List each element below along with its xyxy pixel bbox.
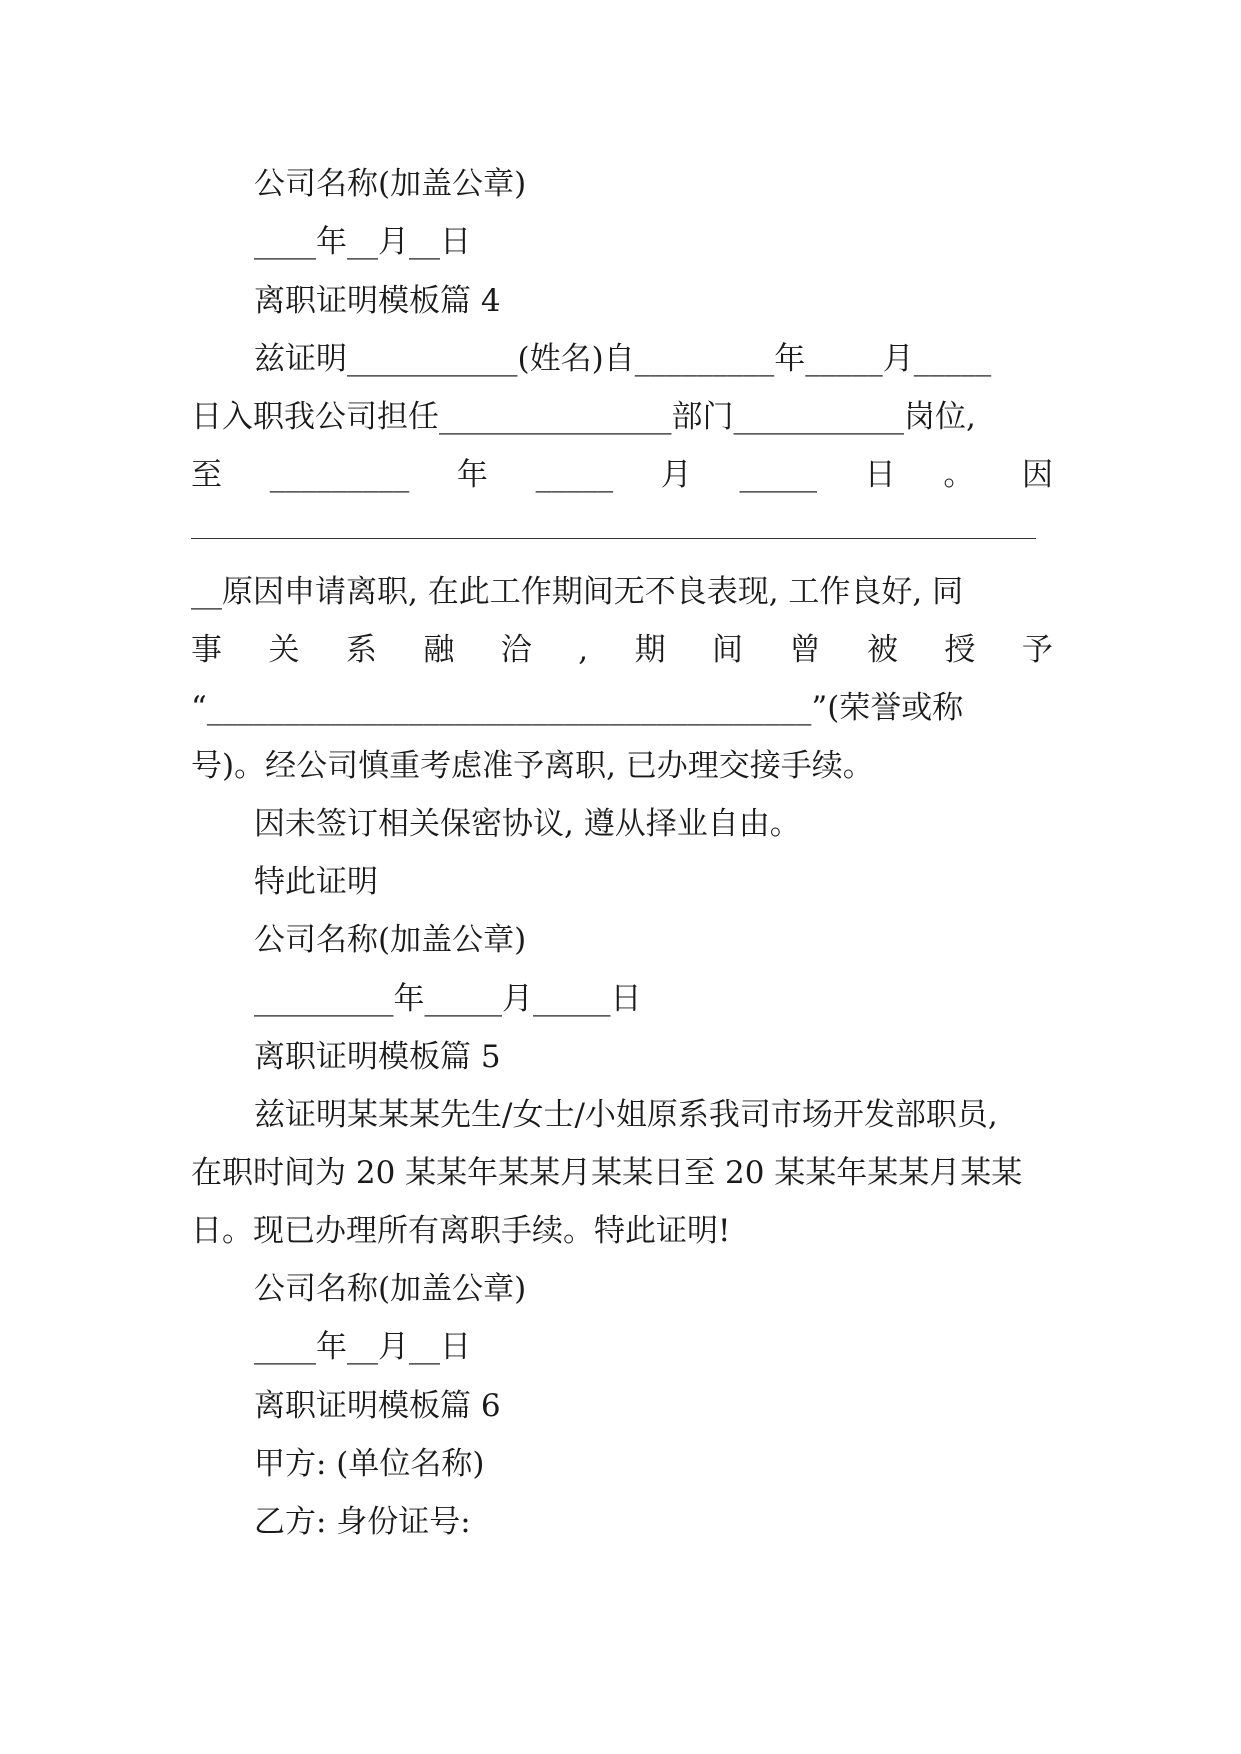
text-segment: 间 xyxy=(712,632,744,668)
text-segment: 因 xyxy=(1022,457,1053,493)
text-segment: 授 xyxy=(944,632,976,668)
text-segment: 月 xyxy=(660,457,692,493)
paragraph-line: __原因申请离职, 在此工作期间无不良表现, 工作良好, 同 xyxy=(191,574,964,610)
company-name-line: 公司名称(加盖公章) xyxy=(254,1271,527,1307)
text-segment: 年 xyxy=(456,457,488,493)
paragraph-line-justified xyxy=(191,455,1053,495)
text-segment: 洽 xyxy=(500,632,532,668)
text-segment: , xyxy=(578,632,589,668)
paragraph-line: “_______________________________________”(荣誉或称 xyxy=(191,690,964,726)
text-segment: _____ xyxy=(739,457,817,493)
text-segment: _____ xyxy=(535,457,614,493)
paragraph-line: 因未签订相关保密协议, 遵从择业自由。 xyxy=(254,806,801,842)
certify-line: 特此证明 xyxy=(254,864,378,900)
text-segment: _________ xyxy=(269,457,410,493)
paragraph-line: 在职时间为 20 某某年某某月某某日至 20 某某年某某月某某 xyxy=(191,1155,1023,1191)
text-segment: 融 xyxy=(423,632,455,668)
date-line: ____年__月__日 xyxy=(254,1329,471,1365)
paragraph-line: 日。现已办理所有离职手续。特此证明! xyxy=(191,1213,731,1249)
text-segment: 被 xyxy=(866,632,898,668)
text-segment: 曾 xyxy=(789,632,821,668)
text-segment: 关 xyxy=(268,632,300,668)
company-name-line: 公司名称(加盖公章) xyxy=(254,166,527,202)
text-segment: 事 xyxy=(191,632,222,668)
paragraph-line: 日入职我公司担任_______________部门___________岗位, xyxy=(191,399,976,435)
text-segment: 日 xyxy=(864,457,896,493)
party-b-line: 乙方: 身份证号: xyxy=(254,1504,471,1540)
party-a-line: 甲方: (单位名称) xyxy=(254,1446,485,1482)
text-segment: 予 xyxy=(1021,632,1053,668)
section-heading-5: 离职证明模板篇 5 xyxy=(254,1039,501,1075)
company-name-line: 公司名称(加盖公章) xyxy=(254,922,527,958)
date-line: _________年_____月_____日 xyxy=(254,981,642,1017)
text-segment: 系 xyxy=(345,632,377,668)
text-segment: 期 xyxy=(634,632,666,668)
paragraph-line: 号)。经公司慎重考虑准予离职, 已办理交接手续。 xyxy=(191,748,874,784)
section-heading-6: 离职证明模板篇 6 xyxy=(254,1388,501,1424)
paragraph-line: 兹证明某某某先生/女士/小姐原系我司市场开发部职员, xyxy=(254,1097,998,1133)
date-line: ____年__月__日 xyxy=(254,224,471,260)
blank-fill-rule xyxy=(191,538,1036,539)
text-segment: 至 xyxy=(191,457,222,493)
text-segment: 。 xyxy=(943,457,975,493)
paragraph-line: 兹证明___________(姓名)自_________年_____月_____ xyxy=(254,341,992,377)
paragraph-line-justified xyxy=(191,630,1053,670)
section-heading-4: 离职证明模板篇 4 xyxy=(254,283,501,319)
